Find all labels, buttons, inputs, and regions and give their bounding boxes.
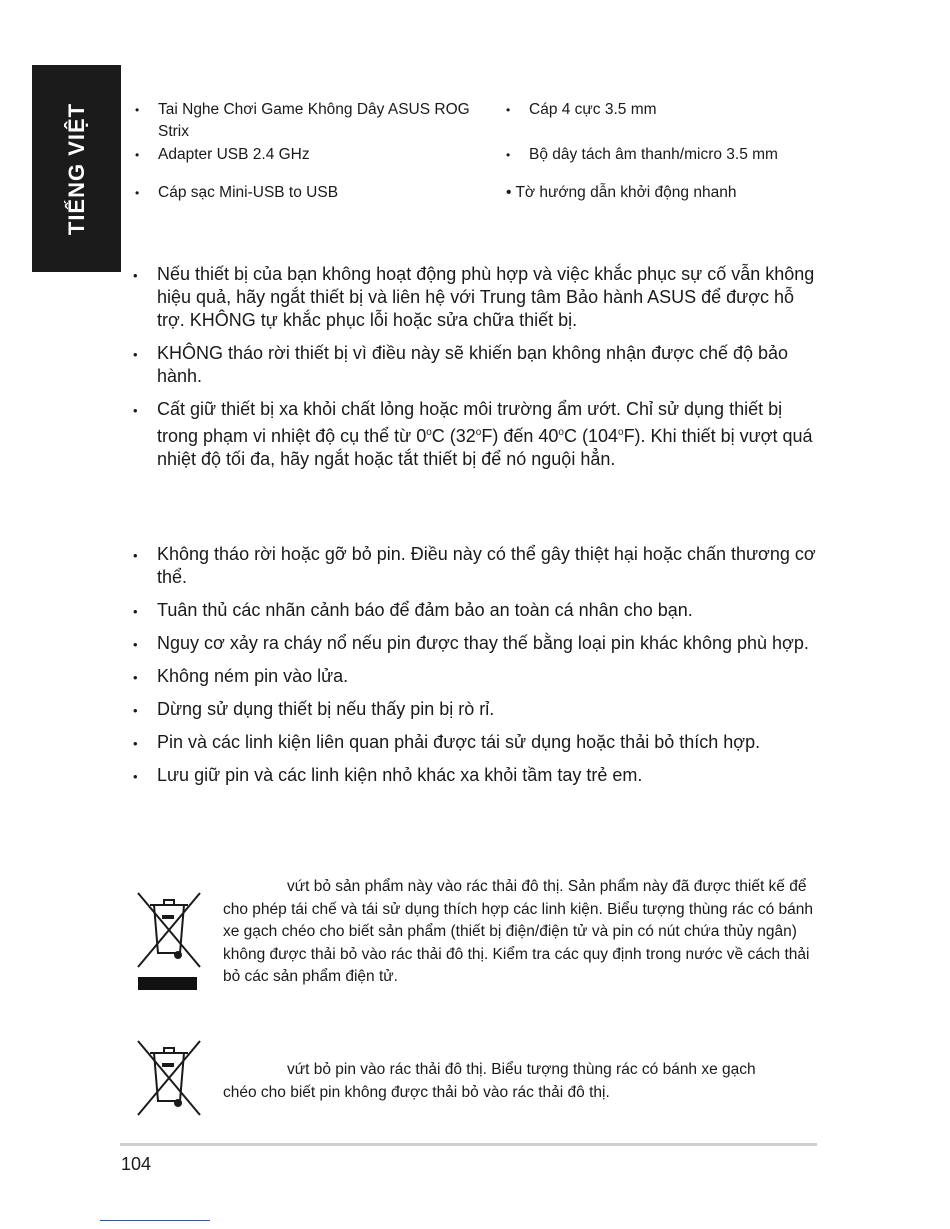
bullet-dot: • bbox=[133, 403, 138, 418]
package-item: • Tai Nghe Chơi Game Không Dây ASUS ROG Strix bbox=[135, 101, 470, 140]
battery-item: • Pin và các linh kiện liên quan phải được tái sử dụng hoặc thải bỏ thích hợp. bbox=[133, 731, 823, 754]
footer-accent-line bbox=[100, 1220, 210, 1221]
bullet-dot: • bbox=[133, 670, 138, 685]
safety-item: • KHÔNG tháo rời thiết bị vì điều này sẽ khiến bạn không nhận được chế độ bảo hành. bbox=[133, 343, 789, 386]
language-side-tab bbox=[32, 65, 121, 272]
bullet-dot: • bbox=[135, 148, 140, 162]
product-disposal-text: vứt bỏ sản phẩm này vào rác thải đô thị. Sản phẩm này đã được thiết kế để cho phép tái chế và tái sử dụng thích hợp các linh kiện. Biểu tượng thùng rác có bánh xe gạch chéo cho biết sản phẩm (thiết bị điện/điện tử và pin có nút chứa thủy ngân) không được thải bỏ vào rác thải đô thị. Kiểm tra các quy định trong nước về cách thải bỏ các sản phẩm điện tử. bbox=[223, 878, 813, 985]
page-number: 104 bbox=[121, 1154, 152, 1174]
package-item: • Cáp sạc Mini-USB to USB bbox=[135, 182, 485, 204]
bullet-dot: • bbox=[133, 347, 138, 362]
battery-item: • Không ném pin vào lửa. bbox=[133, 665, 823, 688]
bullet-dot: • bbox=[133, 736, 138, 751]
package-item: • Cáp 4 cực 3.5 mm bbox=[506, 99, 826, 121]
bullet-dot: • bbox=[506, 103, 511, 117]
footer-divider bbox=[120, 1143, 817, 1146]
crossed-out-wheelie-bin-icon bbox=[134, 889, 204, 977]
safety-item: • Nếu thiết bị của bạn không hoạt động phù hợp và việc khắc phục sự cố vẫn không hiệu quả, hãy ngắt thiết bị và liên hệ với Trung tâm Bảo hành ASUS để được hỗ trợ. KHÔNG tự khắc phục lỗi hoặc sửa chữa thiết bị. bbox=[133, 264, 815, 330]
bullet-dot: • bbox=[133, 268, 138, 283]
bullet-dot: • bbox=[133, 703, 138, 718]
battery-safety bbox=[133, 543, 823, 787]
safety-item-temperature: • Cất giữ thiết bị xa khỏi chất lỏng hoặc môi trường ẩm ướt. Chỉ sử dụng thiết bị trong phạm vi nhiệt độ cụ thể từ 0$^o$C (32$^o$F) đến 40$^o$C (104$^o$F). Khi thiết bị vượt quá nhiệt độ tối đa, hãy ngắt hoặc tắt thiết bị để nó nguội hẳn. bbox=[133, 399, 813, 469]
bullet-dot: • bbox=[133, 637, 138, 652]
package-item: • Adapter USB 2.4 GHz bbox=[135, 144, 485, 166]
safety-guidelines bbox=[133, 263, 823, 471]
battery-item: • Nguy cơ xảy ra cháy nổ nếu pin được thay thế bằng loại pin khác không phù hợp. bbox=[133, 632, 823, 655]
bullet-dot: • bbox=[506, 148, 511, 162]
bullet-dot: • bbox=[133, 769, 138, 784]
package-item: • Tờ hướng dẫn khởi động nhanh bbox=[506, 184, 737, 201]
bullet-dot: • bbox=[135, 103, 140, 117]
crossed-out-battery-bin-icon bbox=[134, 1037, 204, 1125]
battery-item: • Tuân thủ các nhãn cảnh báo để đảm bảo an toàn cá nhân cho bạn. bbox=[133, 599, 823, 622]
battery-item: • Lưu giữ pin và các linh kiện nhỏ khác xa khỏi tầm tay trẻ em. bbox=[133, 764, 823, 787]
separate-collection-bar bbox=[138, 977, 197, 990]
battery-item: • Dừng sử dụng thiết bị nếu thấy pin bị rò rỉ. bbox=[133, 698, 823, 721]
battery-disposal-text: vứt bỏ pin vào rác thải đô thị. Biểu tượng thùng rác có bánh xe gạch chéo cho biết pin không được thải bỏ vào rác thải đô thị. bbox=[223, 1061, 756, 1101]
language-label: TIẾNG VIỆT bbox=[63, 102, 89, 235]
bullet-dot: • bbox=[133, 604, 138, 619]
bullet-dot: • bbox=[133, 548, 138, 563]
package-item: • Bộ dây tách âm thanh/micro 3.5 mm bbox=[506, 144, 826, 166]
bullet-dot: • bbox=[135, 186, 140, 200]
battery-item: • Không tháo rời hoặc gỡ bỏ pin. Điều này có thể gây thiệt hại hoặc chấn thương cơ thể. bbox=[133, 544, 816, 587]
